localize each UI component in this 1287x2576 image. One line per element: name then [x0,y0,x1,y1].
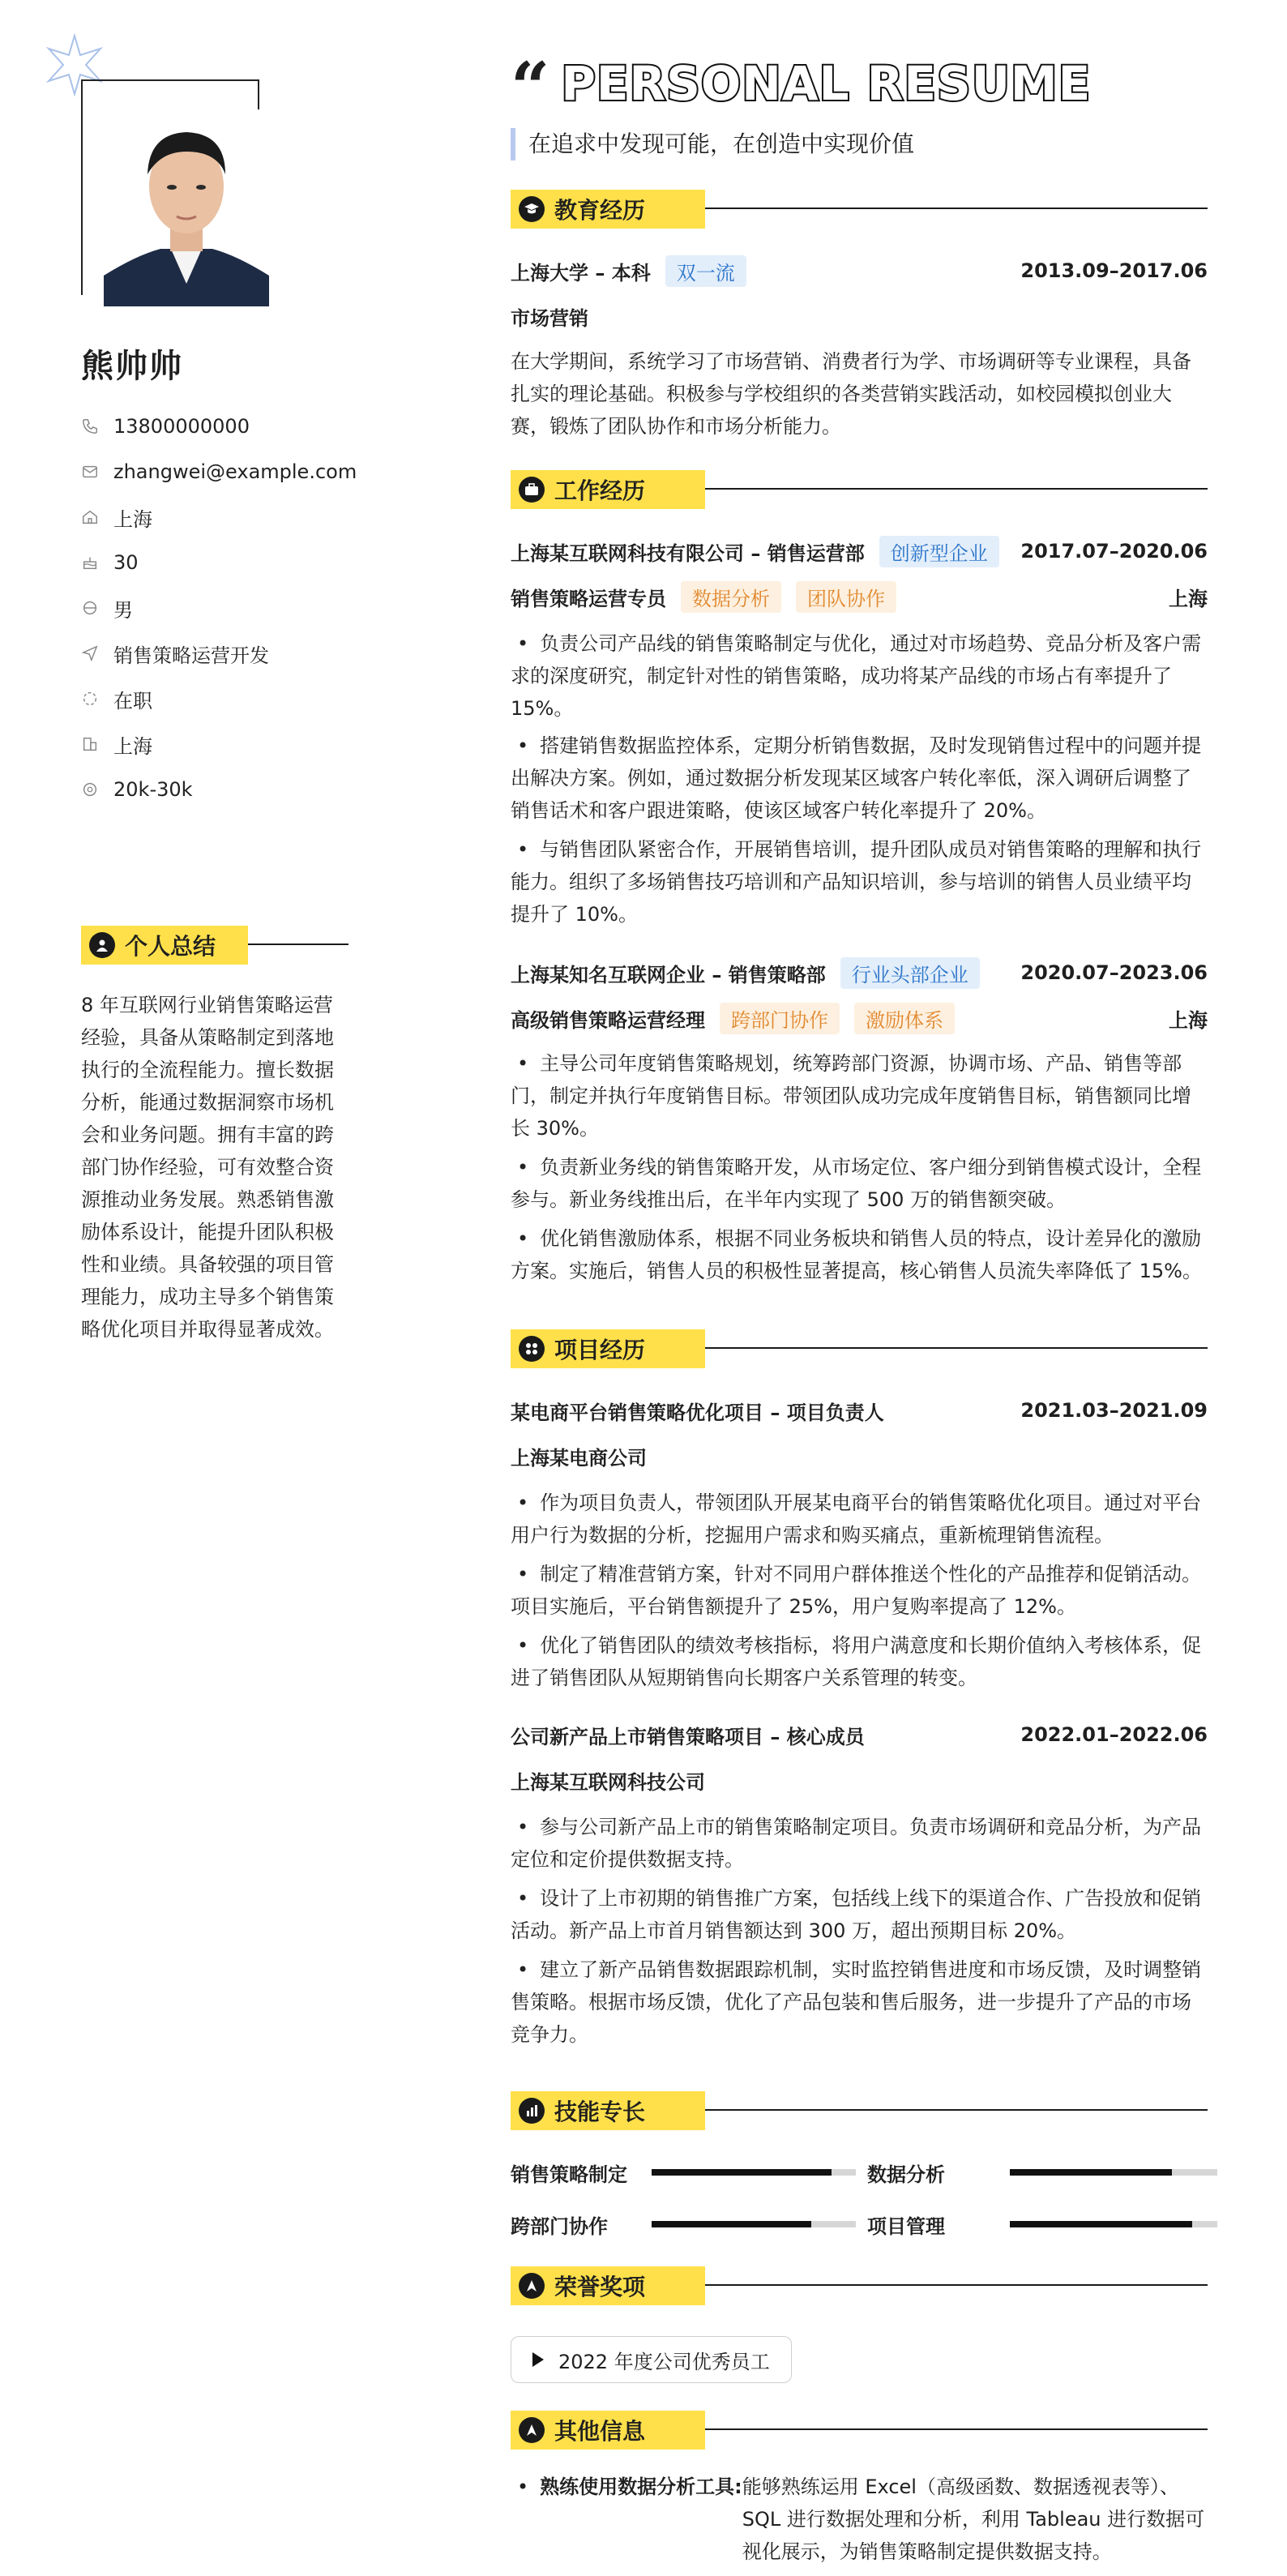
job-2-date: 2020.07–2023.06 [1020,961,1208,984]
project-1-bullet-3: • 优化了销售团队的绩效考核指标，将用户满意度和长期价值纳入考核体系，促进了销售团队从短期销售向长期客户关系管理的转变。 [511,1629,1208,1694]
award-icon [519,2273,545,2299]
job-2-bullet-3: • 优化销售激励体系，根据不同业务板块和销售人员的特点，设计差异化的激励方案。实施后，销售人员的积极性显著提高，核心销售人员流失率降低了 15%。 [511,1222,1208,1287]
briefcase-icon [519,477,545,503]
job-1-company: 上海某互联网科技有限公司 – 销售运营部 [511,541,865,565]
job-2-location: 上海 [1169,1008,1208,1032]
phone-item [81,404,357,449]
other-heading: 其他信息 [554,2418,646,2445]
gender-item [81,585,357,631]
info-icon [519,2417,545,2443]
status-item [81,676,357,721]
other-item-key: 熟练使用数据分析工具: [540,2475,742,2498]
school-name: 上海大学 – 本科 [511,261,651,285]
skill-3-bar [652,2221,856,2227]
gender-icon [81,599,99,617]
city-item [81,721,357,767]
job-2-tag-2: 激励体系 [854,1003,955,1034]
education-heading: 教育经历 [554,197,646,224]
coin-icon [81,781,99,798]
summary-text: 8 年互联网行业销售策略运营经验，具备从策略制定到落地执行的全流程能力。擅长数据分析，能通过数据洞察市场机会和业务问题。拥有丰富的跨部门协作经验，可有效整合资源推动业务发展。熟悉销售激励体系设计，能提升团队积极性和业绩。具备较强的项目管理能力，成功主导多个销售策略优化项目并取得显著成效。 [81,994,334,1341]
skill-4-fill [1010,2221,1192,2227]
send-icon [81,644,99,662]
project-2-header [511,1720,1208,1749]
job-1-tag-1: 数据分析 [681,581,781,613]
project-1-bullet-1: • 作为项目负责人，带领团队开展某电商平台的销售策略优化项目。通过对平台用户行为数据的分析，挖掘用户需求和购买痛点，重新梳理销售流程。 [511,1487,1208,1551]
user-icon [89,932,115,958]
job-1-date: 2017.07–2020.06 [1020,540,1208,563]
job-intention-item [81,631,357,676]
project-1-header [511,1396,1208,1425]
mail-icon [81,463,99,481]
skill-4-bar [1010,2221,1217,2227]
honors-section-header [511,2266,1208,2309]
skill-2-bar [1010,2169,1217,2176]
skill-3-name: 跨部门协作 [511,2214,608,2238]
skill-3-fill [652,2221,811,2227]
quote-mark: “ [511,47,550,127]
status-icon [81,690,99,708]
cake-icon [81,554,99,571]
home-icon [81,508,99,526]
job-2-role-row [511,1003,1208,1033]
skill-1-fill [652,2169,832,2176]
project-1-org: 上海某电商公司 [511,1446,647,1470]
job-2-bullet-1: • 主导公司年度销售策略规划，统筹跨部门资源，协调市场、产品、销售等部门，制定并执行年度销售目标。带领团队成功完成年度销售目标，销售额同比增长 30%。 [511,1047,1208,1145]
skill-1-bar [652,2169,856,2176]
major-row [511,302,1208,331]
age-item [81,540,357,585]
age-text: 30 [113,551,139,574]
summary-heading: 个人总结 [125,933,216,960]
education-desc: 在大学期间，系统学习了市场营销、消费者行为学、市场调研等专业课程，具备扎实的理论基础。积极参与学校组织的各类营销实践活动，如校园模拟创业大赛，锻炼了团队协作和市场分析能力。 [511,350,1191,438]
other-item: • 熟练使用数据分析工具: 能够熟练运用 Excel（高级函数、数据透视表等）、SQL 进行数据处理和分析，利用 Tableau 进行数据可视化展示，为销售策略制定提供数据支持。 [511,2471,1208,2568]
hometown-text: 上海 [113,507,152,531]
honor-item [511,2336,792,2383]
phone-text: 13800000000 [113,415,250,438]
major-text: 市场营销 [511,306,588,330]
job-1-bullet-2: • 搭建销售数据监控体系，定期分析销售数据，及时发现销售过程中的问题并提出解决方案。例如，通过数据分析发现某区域客户转化率低，深入调研后调整了销售话术和客户跟进策略，使该区域客户转化率提升了 20%。 [511,730,1208,827]
candidate-name: 熊帅帅 [81,348,183,385]
project-2-title: 公司新产品上市销售策略项目 – 核心成员 [511,1725,865,1748]
project-1-title: 某电商平台销售策略优化项目 – 项目负责人 [511,1401,884,1424]
contact-info-list [81,404,357,812]
job-2-company: 上海某知名互联网企业 – 销售策略部 [511,963,826,986]
skills-heading: 技能专长 [554,2099,646,2125]
project-2-date: 2022.01–2022.06 [1020,1723,1208,1746]
skill-4-name: 项目管理 [867,2214,945,2238]
honor-text: 2022 年度公司优秀员工 [558,2350,770,2373]
work-heading: 工作经历 [554,477,646,504]
graduation-cap-icon [519,196,545,222]
bar-chart-icon [519,2098,545,2124]
job-intention-text: 销售策略运营开发 [113,644,269,667]
work-section-header [511,470,1208,512]
skills-section-header [511,2091,1208,2133]
project-1-org-row [511,1441,1208,1470]
phone-icon [81,417,99,435]
project-2-org: 上海某互联网科技公司 [511,1770,705,1794]
other-item-value: 能够熟练运用 Excel（高级函数、数据透视表等）、SQL 进行数据处理和分析，利用 Tableau 进行数据可视化展示，为销售策略制定提供数据支持。 [742,2475,1205,2563]
job-2-header [511,958,1208,987]
job-2-bullet-2: • 负责新业务线的销售策略开发，从市场定位、客户细分到销售模式设计，全程参与。新业务线推出后，在半年内实现了 500 万的销售额突破。 [511,1151,1208,1216]
job-1-location: 上海 [1169,587,1208,610]
project-2-org-row [511,1765,1208,1795]
education-date: 2013.09–2017.06 [1020,259,1208,282]
resume-title [511,47,1092,127]
status-text: 在职 [113,689,152,712]
job-2-badge: 行业头部企业 [840,957,980,989]
project-1-bullet-2: • 制定了精准营销方案，针对不同用户群体推送个性化的产品推荐和促销活动。项目实施后，平台销售额提升了 25%，用户复购率提高了 12%。 [511,1558,1208,1623]
honors-heading: 荣誉奖项 [554,2274,646,2300]
job-2-tag-1: 跨部门协作 [720,1003,840,1034]
projects-section-header [511,1329,1208,1371]
project-2-bullet-3: • 建立了新产品销售数据跟踪机制，实时监控销售进度和市场反馈，及时调整销售策略。根据市场反馈，优化了产品包装和售后服务，进一步提升了产品的市场竞争力。 [511,1953,1208,2051]
projects-heading: 项目经历 [554,1337,646,1363]
gender-text: 男 [113,598,133,622]
job-1-badge: 创新型企业 [879,536,999,567]
play-icon [532,2352,544,2367]
skill-2-name: 数据分析 [867,2163,945,2186]
skill-2-fill [1010,2169,1172,2176]
motto: 在追求中发现可能，在创造中实现价值 [511,128,914,160]
job-2-role: 高级销售策略运营经理 [511,1008,705,1032]
project-1-date: 2021.03–2021.09 [1020,1399,1208,1422]
city-text: 上海 [113,734,152,758]
school-badge: 双一流 [665,255,746,287]
job-1-bullet-1: • 负责公司产品线的销售策略制定与优化，通过对市场趋势、竞品分析及客户需求的深度研究，制定针对性的销售策略，成功将某产品线的市场占有率提升了 15%。 [511,627,1208,725]
education-row [511,256,1208,285]
job-1-bullet-3: • 与销售团队紧密合作，开展销售培训，提升团队成员对销售策略的理解和执行能力。组织了多场销售技巧培训和产品知识培训，参与培训的销售人员业绩平均提升了 10%。 [511,833,1208,931]
skill-1-name: 销售策略制定 [511,2163,627,2186]
job-1-tag-2: 团队协作 [796,581,896,613]
salary-text: 20k-30k [113,778,193,801]
project-2-bullet-1: • 参与公司新产品上市的销售策略制定项目。负责市场调研和竞品分析，为产品定位和定价提供数据支持。 [511,1811,1208,1876]
summary-section-header [81,926,348,968]
hometown-item [81,494,357,540]
title-text: PERSONAL RESUME [561,56,1092,111]
project-2-bullet-2: • 设计了上市初期的销售推广方案，包括线上线下的渠道合作、广告投放和促销活动。新产品上市首月销售额达到 300 万，超出预期目标 20%。 [511,1882,1208,1947]
building-icon [81,735,99,753]
email-item [81,449,357,494]
other-section-header [511,2411,1208,2453]
job-1-role: 销售策略运营专员 [511,587,666,610]
job-1-role-row [511,582,1208,611]
grid-icon [519,1336,545,1362]
job-1-header [511,537,1208,566]
salary-item [81,767,357,812]
email-text: zhangwei@example.com [113,460,357,483]
education-section-header [511,190,1208,232]
avatar [104,109,269,306]
